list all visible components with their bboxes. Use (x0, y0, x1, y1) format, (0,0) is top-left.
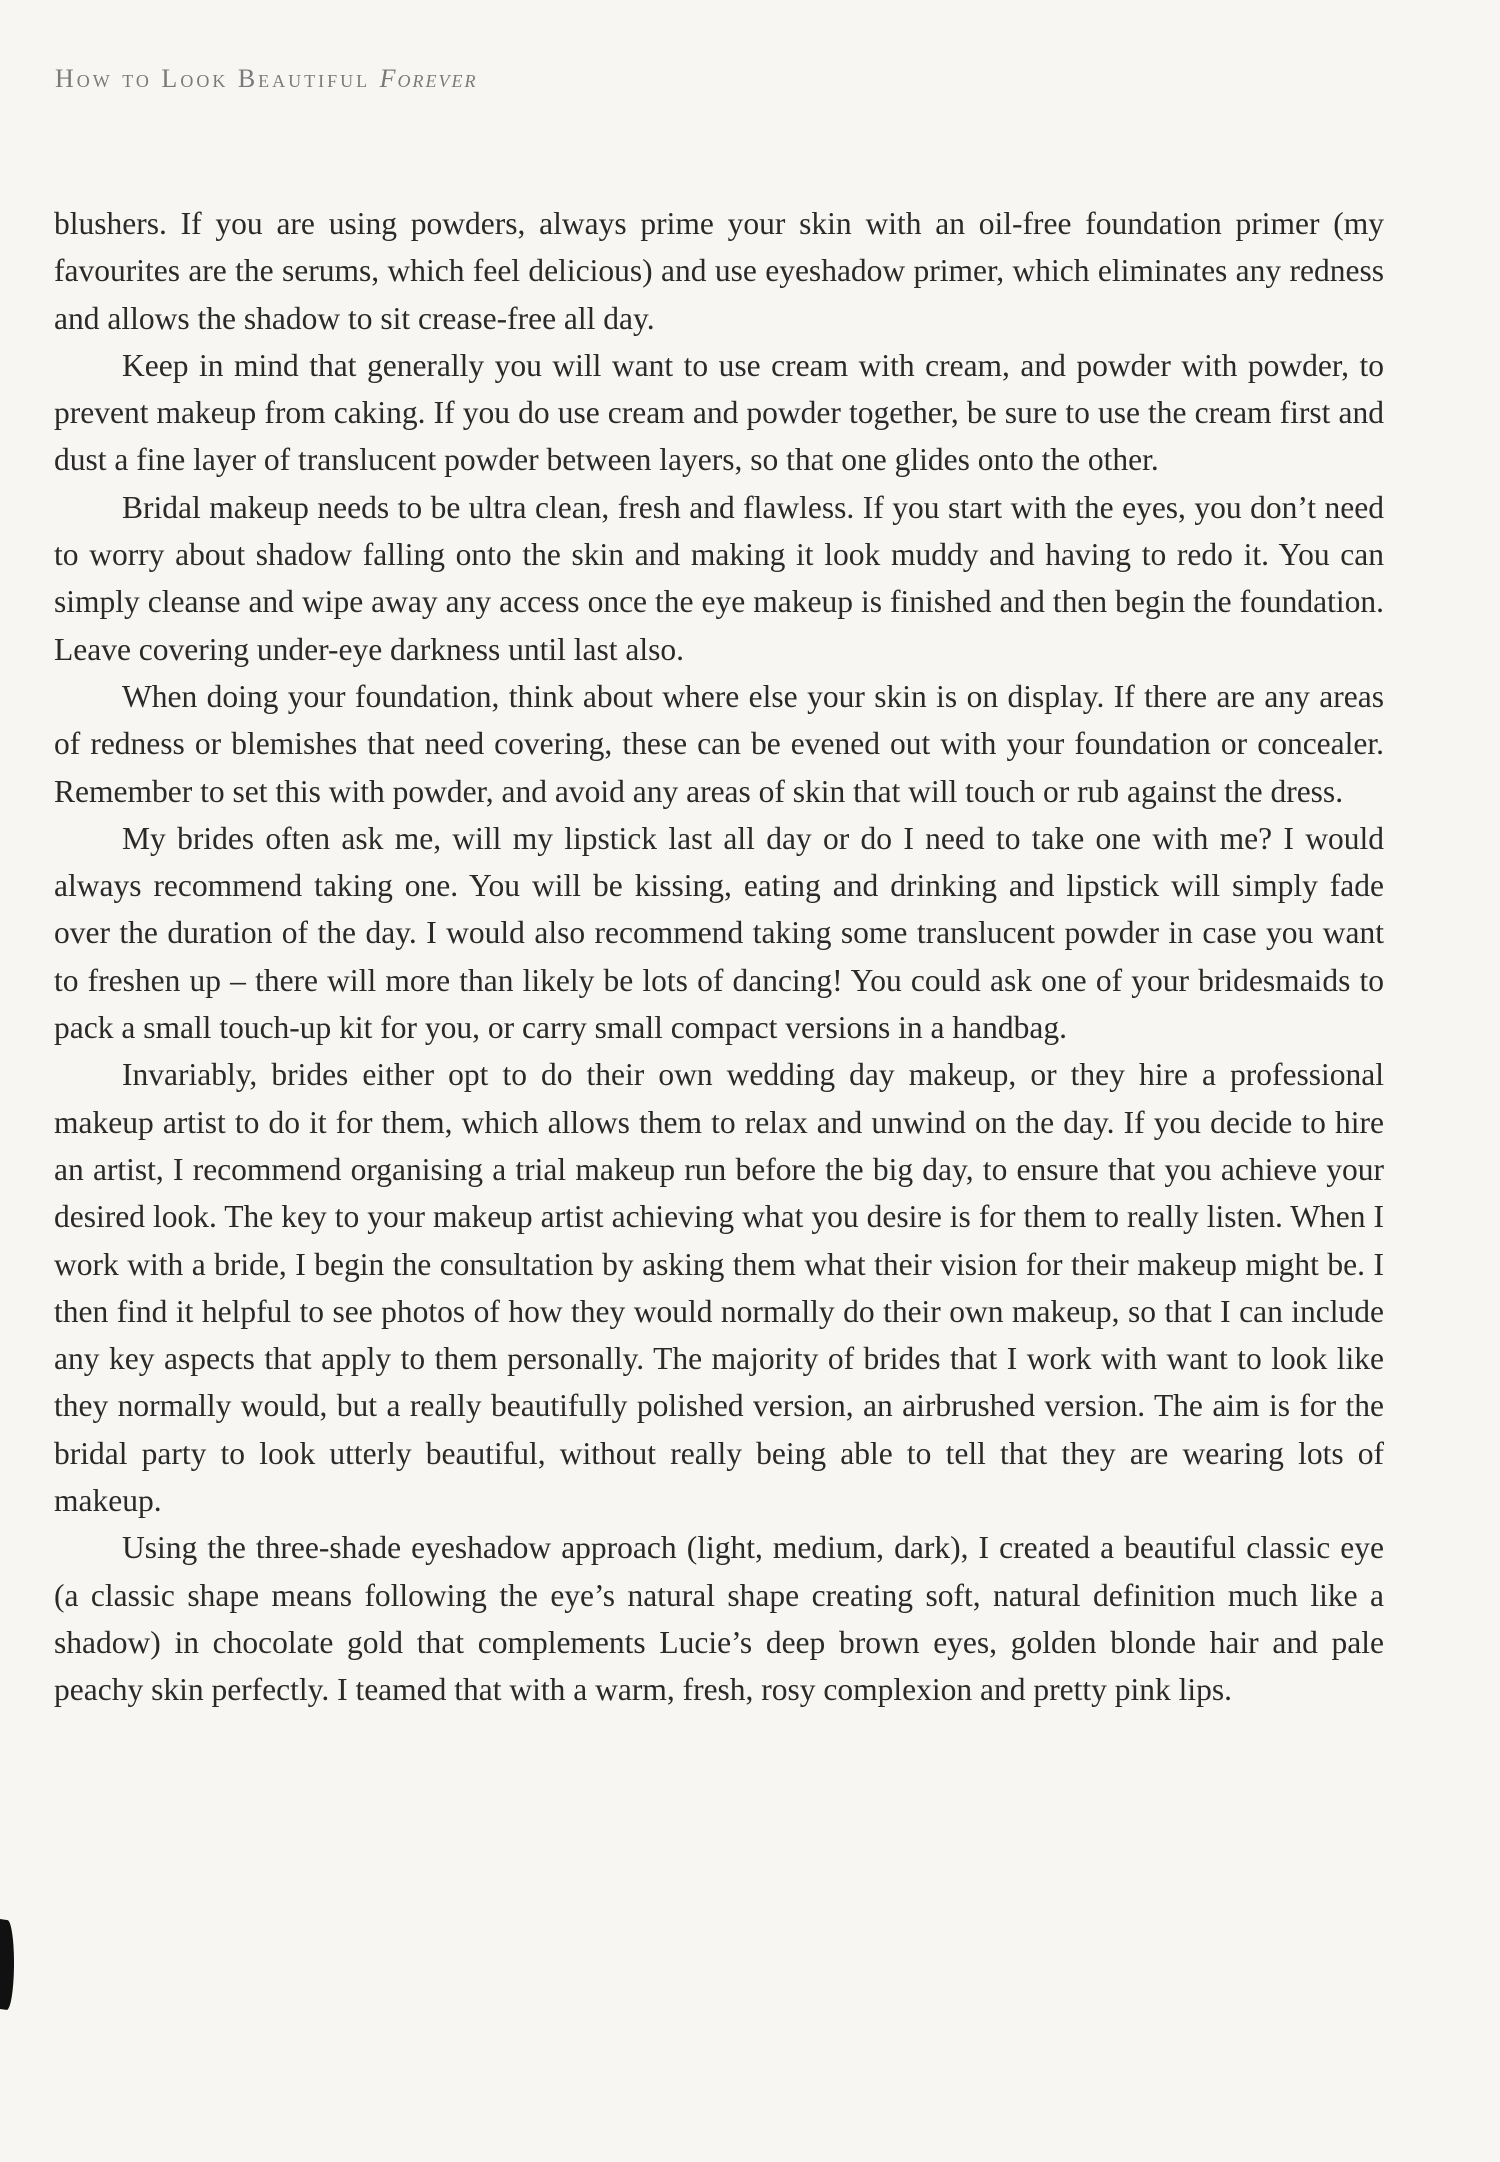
body-paragraph: Invariably, brides either opt to do their own wedding day makeup, or they hire a professional makeup artist to do it for them, which allows them to relax and unwind on the day. If you decide to hire an artist, I recommend organising a trial makeup run before the big day, to ensure that you achieve your desired look. The key to your makeup artist achieving what you desire is for them to really listen. When I work with a bride, I begin the consultation by asking them what their vision for their makeup might be. I then find it helpful to see photos of how they would normally do their own makeup, so that I can include any key aspects that apply to them personally. The majority of brides that I work with want to look like they normally would, but a really beautifully polished version, an airbrushed version. The aim is for the bridal party to look utterly beautiful, without really being able to tell that they are wearing lots of makeup. (54, 1057, 1384, 1519)
body-paragraph: Bridal makeup needs to be ultra clean, fresh and flawless. If you start with the eyes, you don’t need to worry about shadow falling onto the skin and making it look muddy and having to redo it. You can simply cleanse and wipe away any access once the eye makeup is finished and then begin the foundation. Leave covering under-eye darkness until last also. (54, 489, 1384, 667)
body-paragraph: blushers. If you are using powders, always prime your skin with an oil-free foundation primer (my favourites are the serums, which feel delicious) and use eyeshadow primer, which eliminates any redness and allows the shadow to sit crease-free all day. (54, 206, 1384, 336)
body-paragraph: Using the three-shade eyeshadow approach (light, medium, dark), I created a beautiful classic eye (a classic shape means following the eye’s natural shape creating soft, natural definition much like a shadow) in chocolate gold that complements Lucie’s deep brown eyes, golden blonde hair and pale peachy skin perfectly. I teamed that with a warm, fresh, rosy complexion and pretty pink lips. (54, 1530, 1384, 1708)
running-header (55, 64, 478, 94)
body-paragraph: Keep in mind that generally you will want to use cream with cream, and powder with powder, to prevent makeup from caking. If you do use cream and powder together, be sure to use the cream first and dust a fine layer of translucent powder between layers, so that one glides onto the other. (54, 347, 1384, 478)
running-header-title: How to Look Beautiful (55, 64, 371, 93)
body-paragraph: My brides often ask me, will my lipstick last all day or do I need to take one with me? I would always recommend taking one. You will be kissing, eating and drinking and lipstick will simply fade over the duration of the day. I would also recommend taking some translucent powder in case you want to freshen up – there will more than likely be lots of dancing! You could ask one of your bridesmaids to pack a small touch-up kit for you, or carry small compact versions in a handbag. (54, 820, 1384, 1046)
page-edge-mark (0, 1919, 14, 2011)
running-header-title-italic: Forever (379, 64, 478, 93)
page-body (54, 200, 1384, 1714)
body-paragraph: When doing your foundation, think about where else your skin is on display. If there are any areas of redness or blemishes that need covering, these can be evened out with your foundation or concealer. Remember to set this with powder, and avoid any areas of skin that will touch or rub against the dress. (54, 678, 1384, 809)
